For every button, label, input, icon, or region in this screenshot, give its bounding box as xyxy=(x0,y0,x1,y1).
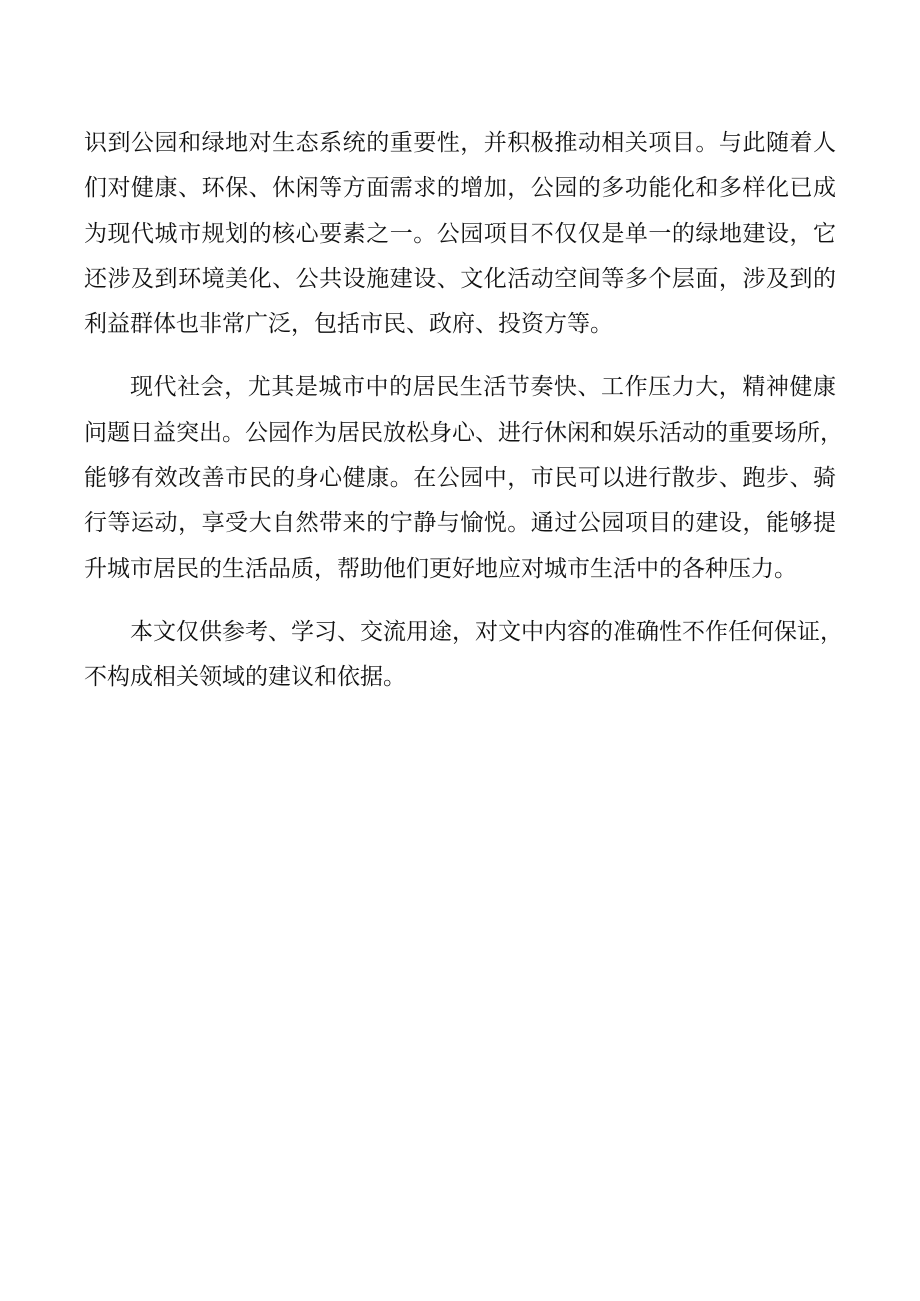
paragraph-line: 不构成相关领域的建议和依据。 xyxy=(84,664,406,691)
paragraph-line: 为现代城市规划的核心要素之一。公园项目不仅仅是单一的绿地建设，它 xyxy=(84,220,836,247)
paragraph-line: 问题日益突出。公园作为居民放松身心、进行休闲和娱乐活动的重要场所， xyxy=(84,419,843,446)
paragraph-line: 们对健康、环保、休闲等方面需求的增加，公园的多功能化和多样化已成 xyxy=(84,175,836,202)
paragraph-1 xyxy=(84,121,836,347)
paragraph-line: 能够有效改善市民的身心健康。在公园中，市民可以进行散步、跑步、骑 xyxy=(84,465,836,492)
paragraph-2 xyxy=(84,365,843,591)
paragraph-line: 本文仅供参考、学习、交流用途，对文中内容的准确性不作任何保证， xyxy=(130,618,843,645)
paragraph-line: 识到公园和绿地对生态系统的重要性，并积极推动相关项目。与此随着人 xyxy=(84,130,836,156)
paragraph-line: 行等运动，享受大自然带来的宁静与愉悦。通过公园项目的建设，能够提 xyxy=(84,510,836,537)
document-body xyxy=(84,121,843,701)
paragraph-line: 利益群体也非常广泛，包括市民、政府、投资方等。 xyxy=(84,311,613,338)
paragraph-line: 升城市居民的生活品质，帮助他们更好地应对城市生活中的各种压力。 xyxy=(84,555,797,582)
paragraph-line: 现代社会，尤其是城市中的居民生活节奏快、工作压力大，精神健康 xyxy=(130,374,836,401)
disclaimer-paragraph xyxy=(84,610,843,701)
paragraph-line: 还涉及到环境美化、公共设施建设、文化活动空间等多个层面，涉及到的 xyxy=(84,265,836,292)
